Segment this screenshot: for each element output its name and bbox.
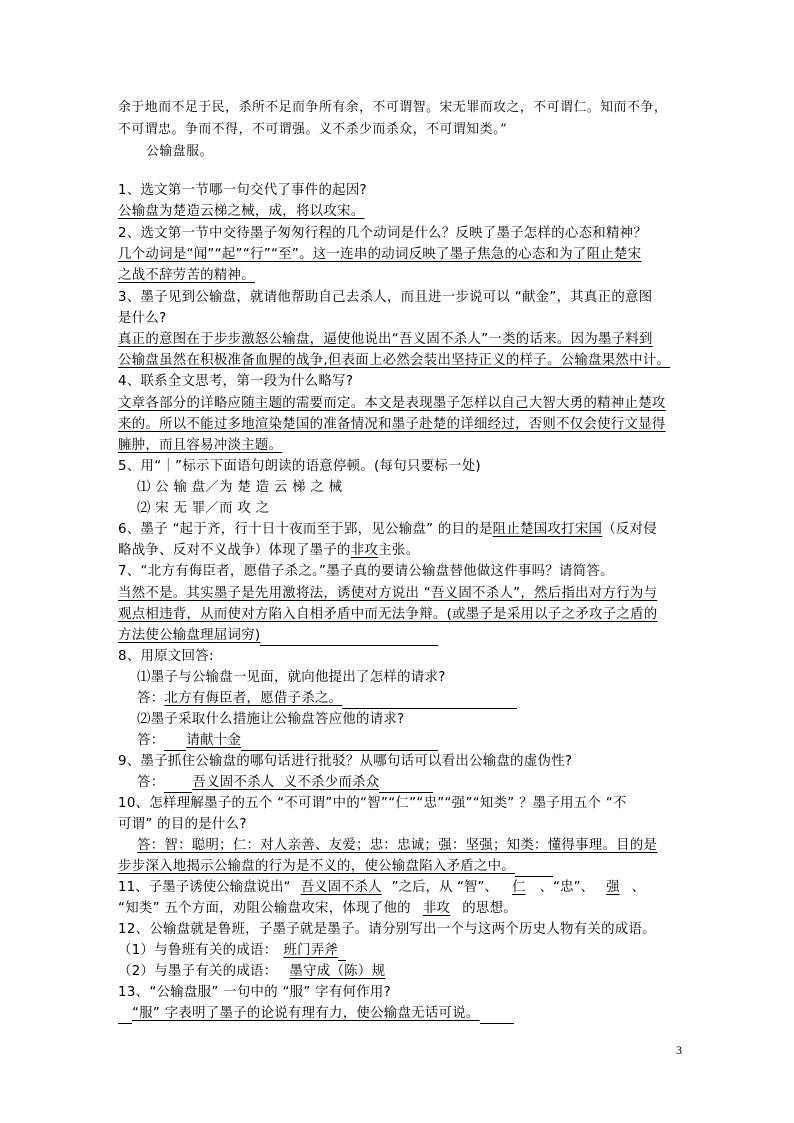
answer-blank xyxy=(515,859,553,877)
q10-answer-line-1: 答：智：聪明；仁：对人亲善、友爱；忠：忠诚；强：坚强；知类：懂得事理。目的是 xyxy=(137,838,658,853)
q7-answer-line-3-wrap xyxy=(118,626,438,646)
q12-sub1-answer: 班门弄斧 xyxy=(283,943,339,958)
q6-text-1: 6、墨子 “起于齐，行十日十夜而至于郢，见公输盘” 的目的是 xyxy=(118,522,493,537)
q12-sub2-prefix: （2）与墨子有关的成语： xyxy=(118,964,278,979)
q6-text-2: （反对侵 xyxy=(602,522,657,537)
q11-text-5: “知类” 五个方面，劝阻公输盘攻宋，体现了他的 xyxy=(118,901,411,916)
q10-answer-line-2: 步步深入地揭示公输盘的行为是不义的，使公输盘陷入矛盾之中。 xyxy=(118,859,516,874)
q8-sub1-question: ⑴墨子与公输盘一见面，就向他提出了怎样的请求? xyxy=(137,670,446,685)
q4-answer-line-2: 来的。所以不能过多地渲染楚国的准备情况和墨子赴楚的详细经过，否则不仅会使行文显得 xyxy=(118,417,666,432)
answer-blank xyxy=(164,733,186,751)
answer-prefix: 答： xyxy=(137,691,165,706)
q3-answer-line-2: 公输盘虽然在积极准备血腥的战争,但表面上必然会装出坚持正义的样子。公输盘果然中计。 xyxy=(118,353,671,368)
answer-blank xyxy=(241,733,438,751)
answer-blank xyxy=(480,1006,514,1024)
q1-question: 1、选文第一节哪一句交代了事件的起因? xyxy=(118,183,367,198)
q11-blank-3: 强 xyxy=(606,880,620,895)
answer-prefix: 答： xyxy=(137,775,165,790)
q6-line-2 xyxy=(118,541,419,561)
q12-sub2-answer: 墨守成（陈）规 xyxy=(289,964,386,979)
q11-blank-4: 非攻 xyxy=(422,901,451,916)
q5-sentence-2: ⑵ 宋 无 罪／而 攻 之 xyxy=(137,501,270,516)
q8-sub2-answer: 请献十金 xyxy=(186,733,242,748)
q4-answer-line-3: 臃肿，而且容易冲淡主题。 xyxy=(118,438,283,453)
answer-blank xyxy=(164,775,192,793)
q12-question: 12、公输盘就是鲁班，子墨子就是墨子。请分别写出一个与这两个历史人物有关的成语。 xyxy=(118,922,656,937)
q5-sentence-1: ⑴ 公 输 盘／为 楚 造 云 梯 之 械 xyxy=(137,480,343,495)
q11-text-4: 、 xyxy=(631,880,646,895)
answer-blank xyxy=(118,1006,132,1024)
q11-blank-1: 吾义固不杀人 xyxy=(300,880,382,895)
q13-answer-line xyxy=(118,1004,514,1024)
q2-answer-line-2: 之战不辞劳苦的精神。 xyxy=(118,268,255,283)
answer-blank xyxy=(379,775,433,793)
q3-question-line-2: 是什么? xyxy=(118,311,167,326)
q1-answer: 公输盘为楚造云梯之械，成，将以攻宋。 xyxy=(118,204,365,219)
q11-text-2: ”之后，从 “智”、 xyxy=(391,880,499,895)
q2-answer-line-1: 几个动词是“闻”“起”“行”“至”。这一连串的动词反映了墨子焦急的心态和为了阻止楚宋 xyxy=(118,247,642,262)
q13-answer: “服” 字表明了墨子的论说有理有力，使公输盘无话可说。 xyxy=(132,1006,480,1021)
passage-line-2: 不可谓忠。争而不得，不可谓强。义不杀少而杀众，不可谓知类。” xyxy=(118,122,508,137)
q9-answer-line xyxy=(137,773,433,793)
q8-sub2-question: ⑵墨子采取什么措施让公输盘答应他的请求? xyxy=(137,712,405,727)
q10-question-line-1: 10、怎样理解墨子的五个 “不可谓”中的“智”“仁”“忠”“强”“知类” ？墨子用五个 “不 xyxy=(118,796,627,811)
q11-text-6: 的思想。 xyxy=(462,901,517,916)
q11-text-1: 11、子墨子诱使公输盘说出“ xyxy=(118,880,291,895)
answer-prefix: 答： xyxy=(137,733,165,748)
q12-sub1-line xyxy=(118,941,346,961)
q8-question: 8、用原文回答: xyxy=(118,649,214,664)
q12-sub1-prefix: （1）与鲁班有关的成语： xyxy=(118,943,278,958)
answer-blank xyxy=(260,628,438,646)
passage-line-1: 余于地而不足于民，杀所不足而争所有余，不可谓智。宋无罪而攻之，不可谓仁。知而不争， xyxy=(118,100,668,115)
q6-answer-1: 阻止楚国攻打宋国 xyxy=(492,522,603,537)
q4-question: 4、联系全文思考，第一段为什么略写? xyxy=(118,374,354,389)
q7-answer-line-2: 观点相违背，从而使对方陷入自相矛盾中而无法争辩。(或墨子是采用以子之矛攻子之盾的 xyxy=(118,607,658,622)
q7-question: 7、“北方有侮臣者，愿借子杀之。”墨子真的要请公输盘替他做这件事吗？请简答。 xyxy=(118,564,614,579)
passage-line-3: 公输盘服。 xyxy=(146,144,213,159)
q10-answer-line-2-wrap xyxy=(118,857,553,877)
q6-answer-2: 非攻 xyxy=(350,543,379,558)
q5-question: 5、用“｜”标示下面语句朗读的语意停顿。(每句只要标一处) xyxy=(118,459,481,474)
q7-answer-line-3: 方法使公输盘理屈词穷) xyxy=(118,628,261,643)
q6-text-3: 略战争、反对不义战争）体现了墨子的 xyxy=(118,543,351,558)
q8-sub1-answer: 北方有侮臣者，愿借子杀之。 xyxy=(164,691,343,706)
answer-blank xyxy=(342,691,517,709)
q11-blank-2: 仁 xyxy=(512,880,526,895)
q11-line-1 xyxy=(118,878,645,898)
q6-text-4: 主张。 xyxy=(378,543,420,558)
q8-sub1-answer-line xyxy=(137,689,517,709)
q3-question-line-1: 3、墨子见到公输盘，就请他帮助自己去杀人，而且进一步说可以 “献金”，其真正的意图 xyxy=(118,290,653,305)
q3-answer-line-1: 真正的意图在于步步激怒公输盘，逼使他说出“吾义固不杀人”一类的话来。因为墨子料到 xyxy=(118,332,653,347)
q8-sub2-answer-line xyxy=(137,731,438,751)
answer-blank xyxy=(338,943,346,961)
q11-text-3: 、“忠”、 xyxy=(539,880,595,895)
q13-question: 13、“公输盘服” 一句中的 “服” 字有何作用? xyxy=(118,985,392,1000)
q2-question: 2、选文第一节中交待墨子匆匆行程的几个动词是什么？反映了墨子怎样的心态和精神？ xyxy=(118,226,648,241)
q9-question: 9、墨子抓住公输盘的哪句话进行批驳？从哪句话可以看出公输盘的虚伪性? xyxy=(118,754,573,769)
q10-question-line-2: 可谓” 的目的是什么? xyxy=(118,817,247,832)
q6-line-1 xyxy=(118,520,657,540)
q11-line-2 xyxy=(118,899,517,919)
page-number: 3 xyxy=(676,1043,682,1057)
q4-answer-line-1: 文章各部分的详略应随主题的需要而定。本文是表现墨子怎样以自己大智大勇的精神止楚攻 xyxy=(118,396,666,411)
q9-answer: 吾义固不杀人 义不杀少而杀众 xyxy=(192,775,380,790)
q7-answer-line-1: 当然不是。其实墨子是先用激将法，诱使对方说出 “吾义固不杀人”，然后指出对方行为与 xyxy=(118,586,658,601)
q12-sub2-line xyxy=(118,962,385,982)
